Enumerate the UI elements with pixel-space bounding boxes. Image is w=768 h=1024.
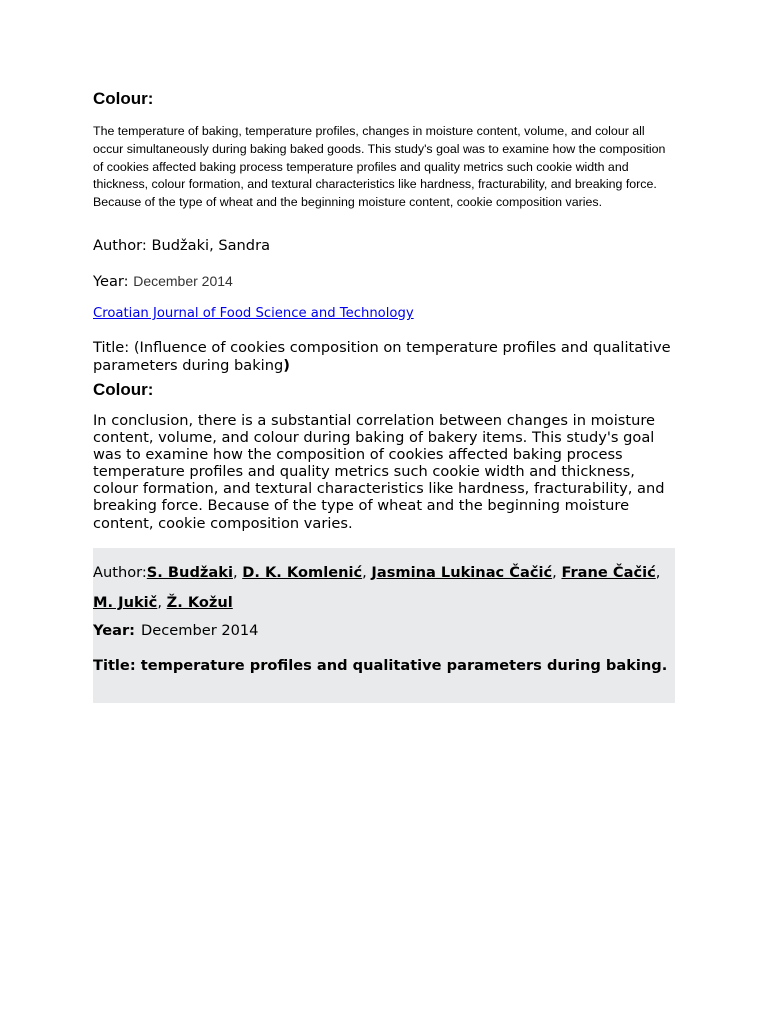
section2-heading: Colour: (93, 380, 154, 399)
box-title: Title: temperature profiles and qualitative parameters during baking. (93, 657, 668, 674)
author-link[interactable]: Ž. Kožul (166, 594, 233, 611)
section1-author-line (93, 237, 270, 254)
author-link[interactable]: Jasmina Lukinac Čačić (371, 564, 553, 581)
box-author-label: Author: (93, 564, 147, 581)
citation-box (93, 548, 675, 703)
box-author-line (93, 558, 675, 618)
journal-link[interactable]: Croatian Journal of Food Science and Technology (93, 306, 414, 321)
section1-heading: Colour: (93, 89, 154, 108)
author-separator: , (232, 564, 243, 581)
author-separator: , (157, 594, 167, 611)
section1-paragraph: The temperature of baking, temperature profiles, changes in moisture content, volume, and colour all occur simultaneously during baking baked goods. This study's goal was to examine how the composition of cookies affected baking process temperature profiles and quality metrics such cookie width and thickness, colour formation, and textural characteristics like hardness, fracturability, and breaking force. Because of the type of wheat and the beginning moisture content, cookie composition varies. (93, 124, 666, 210)
author-separator: , (362, 564, 372, 581)
year-value: December 2014 (133, 273, 233, 289)
author-label: Author: (93, 237, 152, 254)
author-link[interactable]: D. K. Komlenić (242, 564, 363, 581)
title-label: Title: (93, 339, 134, 356)
box-year-value: December 2014 (141, 622, 259, 639)
author-link[interactable]: M. Jukič (93, 594, 158, 611)
box-year-line (93, 622, 258, 639)
box-year-label: Year: (93, 622, 136, 639)
author-separator: , (655, 564, 661, 581)
author-value: Budžaki, Sandra (151, 237, 271, 254)
author-separator: , (552, 564, 562, 581)
author-link[interactable]: Frane Čačić (561, 564, 656, 581)
authors-list (93, 564, 660, 611)
section2-paragraph: In conclusion, there is a substantial correlation between changes in moisture content, volume, and colour during baking of bakery items. This study's goal was to examine how the composition of cookies affected baking process temperature profiles and quality metrics such cookie width and thickness, colour formation, and textural characteristics like hardness, fracturability, and breaking force. Because of the type of wheat and the beginning moisture content, cookie composition varies. (93, 412, 665, 532)
title-close-paren: ) (283, 356, 290, 374)
title-value: (Influence of cookies composition on temperature profiles and qualitative parameters during baking (93, 339, 671, 374)
author-link[interactable]: S. Budžaki (146, 564, 233, 581)
section1-year-line (93, 273, 233, 290)
year-label: Year: (93, 273, 134, 290)
section1-title-line (93, 339, 675, 374)
